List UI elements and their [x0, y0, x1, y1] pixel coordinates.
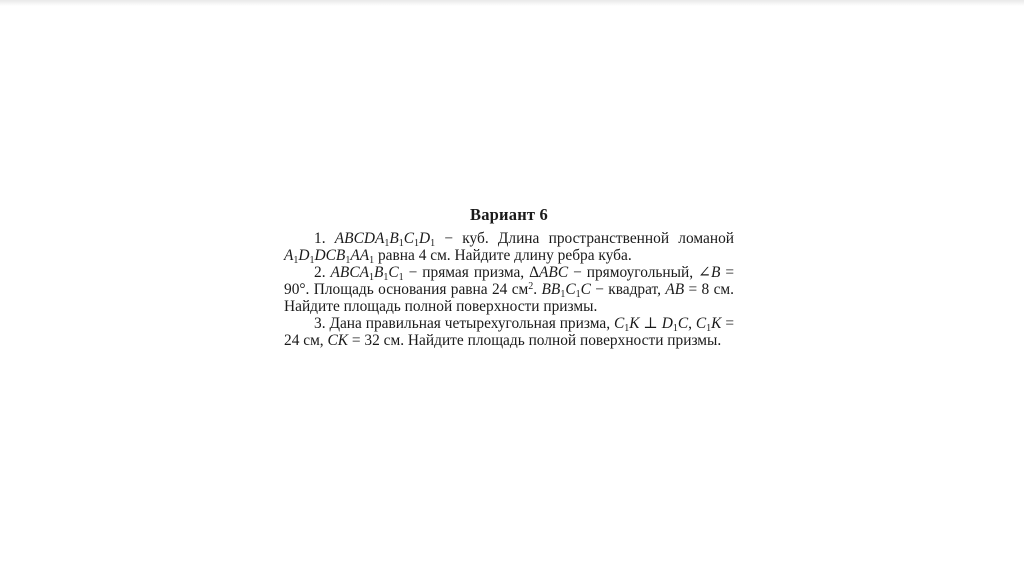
- subscript: 1: [383, 272, 389, 283]
- math-symbol: C: [580, 281, 591, 298]
- subscript: 1: [575, 289, 581, 300]
- subscript: 1: [624, 323, 630, 334]
- problem-text: = 24 см,: [284, 315, 735, 349]
- problem-text: ⊥: [639, 315, 662, 332]
- problem-number: 2.: [314, 264, 331, 281]
- subscript: 1: [706, 323, 712, 334]
- subscript: 1: [345, 255, 351, 266]
- problem-text: − прямоугольный, ∠: [568, 264, 711, 281]
- problem-text: Дана правильная четырехугольная призма,: [329, 315, 614, 332]
- subscript: 1: [369, 255, 375, 266]
- variant-title: Вариант 6: [470, 205, 548, 224]
- math-symbol: BB: [541, 281, 561, 298]
- math-symbol: A: [284, 247, 294, 264]
- subscript: 1: [430, 238, 436, 249]
- subscript: 1: [398, 238, 404, 249]
- math-symbol: CK: [327, 332, 349, 349]
- math-symbol: C: [613, 315, 625, 332]
- problem-text: равна 4 см. Найдите длину ребра куба.: [374, 247, 632, 264]
- subscript: 1: [293, 255, 299, 266]
- problem-2: [284, 264, 734, 315]
- problem-text: − куб. Длина пространственной ломаной: [435, 230, 734, 247]
- math-symbol: ABC: [539, 264, 569, 281]
- problem-text: − прямая призма, Δ: [403, 264, 540, 281]
- subscript: 1: [560, 289, 566, 300]
- math-symbol: D: [298, 247, 310, 264]
- math-symbol: B: [374, 264, 384, 281]
- superscript: 2: [528, 281, 534, 292]
- math-symbol: K: [711, 315, 722, 332]
- math-symbol: AB: [665, 281, 685, 298]
- subscript: 1: [398, 272, 404, 283]
- math-symbol: K: [629, 315, 640, 332]
- math-symbol: C: [565, 281, 576, 298]
- slide-top-shadow: [0, 0, 1024, 6]
- subscript: 1: [384, 238, 390, 249]
- math-symbol: D: [419, 230, 431, 247]
- problem-number: 1.: [314, 230, 335, 247]
- math-symbol: B: [710, 264, 721, 281]
- subscript: 1: [672, 323, 678, 334]
- subscript: 1: [309, 255, 315, 266]
- problem-1: [284, 230, 734, 264]
- problem-text: = 90°. Площадь основания равна 24 см: [284, 264, 734, 298]
- math-symbol: ABCDA: [334, 230, 385, 247]
- problem-number: 3.: [314, 315, 330, 332]
- math-symbol: AA: [350, 247, 370, 264]
- problem-text: .: [533, 281, 542, 298]
- math-symbol: C: [677, 315, 689, 332]
- math-symbol: C: [403, 230, 415, 247]
- problem-text: ,: [688, 315, 696, 332]
- variant-block: [284, 206, 734, 349]
- math-symbol: ABCA: [330, 264, 369, 281]
- math-symbol: D: [661, 315, 673, 332]
- math-symbol: C: [388, 264, 399, 281]
- problem-text: = 8 см. Найдите площадь полной поверхности призмы.: [284, 281, 734, 315]
- math-symbol: B: [389, 230, 399, 247]
- math-symbol: DCB: [314, 247, 346, 264]
- problem-text: = 32 см. Найдите площадь полной поверхности призмы.: [348, 332, 722, 349]
- problem-text: − квадрат,: [590, 281, 666, 298]
- problem-3: [284, 315, 734, 349]
- math-symbol: C: [695, 315, 707, 332]
- subscript: 1: [414, 238, 420, 249]
- subscript: 1: [369, 272, 374, 283]
